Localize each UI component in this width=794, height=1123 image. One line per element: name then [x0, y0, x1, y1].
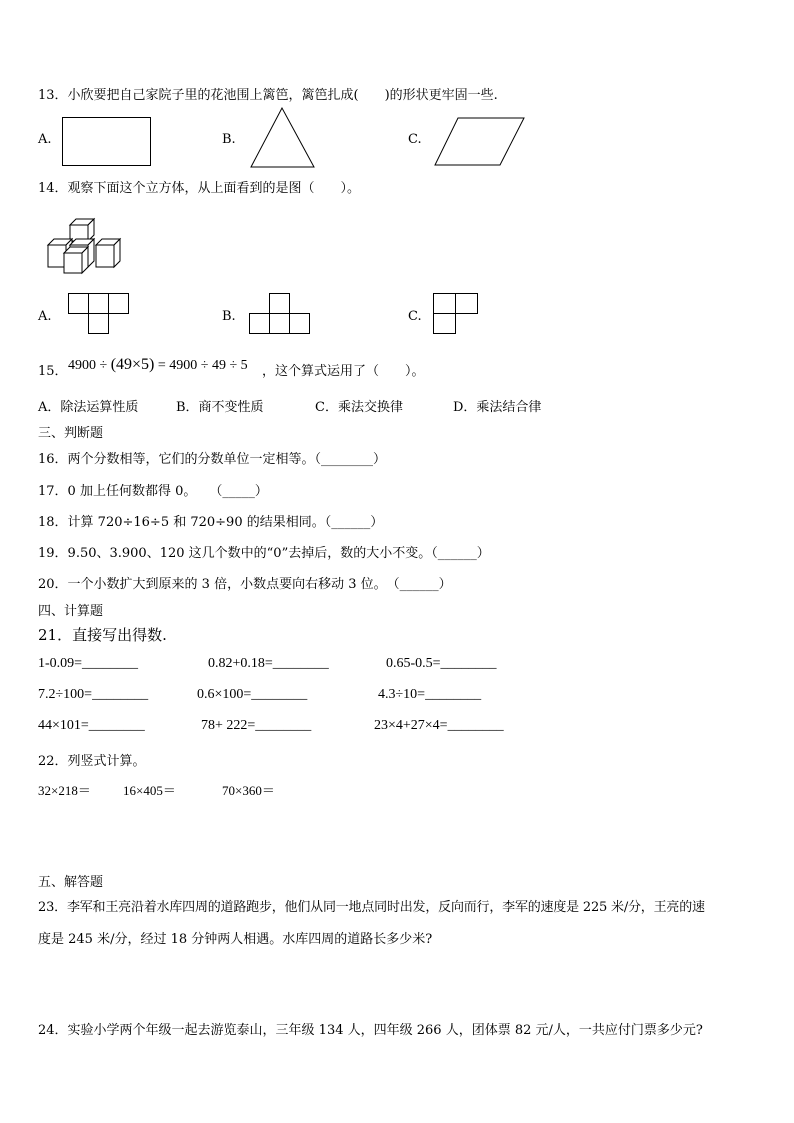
top-view-c-figure [433, 293, 483, 335]
question-14-text: 14．观察下面这个立方体，从上面看到的是图（ ）。 [38, 181, 361, 196]
question-15-number: 15． [38, 364, 68, 379]
q15-option-c: C．乘法交换律 [315, 400, 403, 415]
question-19-text: 19．9.50、3.900、120 这几个数中的“0”去掉后，数的大小不变。（______） [38, 546, 490, 561]
top-view-a-figure [68, 293, 132, 335]
q13-option-c-label: C. [408, 132, 422, 147]
question-22-title: 22．列竖式计算。 [38, 754, 146, 769]
question-16-text: 16．两个分数相等，它们的分数单位一定相等。（________） [38, 452, 387, 467]
cube-stack-figure [44, 213, 124, 275]
question-21-title: 21．直接写出得数. [38, 626, 167, 644]
formula-result: = 4900 ÷ 49 ÷ 5 [157, 358, 248, 373]
question-13-text: 13．小欣要把自己家院子里的花池围上篱笆，篱笆扎成( )的形状更牢固一些. [38, 88, 498, 103]
formula-paren-group: (49×5) [110, 356, 155, 373]
q15-option-d: D．乘法结合律 [453, 400, 542, 415]
parallelogram-figure [434, 117, 526, 167]
section-5-heading: 五、解答题 [38, 875, 104, 890]
q13-option-a-label: A. [38, 132, 52, 147]
question-15-formula: 4900 ÷ (49×5) = 4900 ÷ 49 ÷ 5 [68, 356, 248, 373]
vertical-calc-item: 16×405＝ [123, 783, 176, 798]
calc-item: 78+ 222=________ [201, 718, 312, 733]
q14-option-a-label: A. [38, 309, 52, 324]
question-18-text: 18．计算 720÷16÷5 和 720÷90 的结果相同。（______） [38, 515, 384, 530]
section-4-heading: 四、计算题 [38, 604, 104, 619]
question-20-text: 20．一个小数扩大到原来的 3 倍，小数点要向右移动 3 位。 （______） [38, 577, 452, 592]
section-3-heading: 三、判断题 [38, 426, 104, 441]
calc-item: 0.82+0.18=________ [208, 656, 329, 671]
calc-item: 1-0.09=________ [38, 656, 139, 671]
formula-dividend: 4900 [68, 358, 96, 373]
top-view-b-figure [249, 293, 313, 335]
vertical-calc-item: 32×218＝ [38, 783, 91, 798]
q15-option-b: B．商不变性质 [176, 400, 264, 415]
calc-item: 0.6×100=________ [197, 687, 308, 702]
q14-option-b-label: B. [222, 309, 236, 324]
calc-item: 0.65-0.5=________ [386, 656, 497, 671]
rectangle-figure [62, 117, 152, 167]
q14-option-c-label: C. [408, 309, 422, 324]
triangle-figure [250, 107, 316, 169]
q13-option-b-label: B. [222, 132, 236, 147]
question-23-line-2: 度是 245 米/分，经过 18 分钟两人相遇。水库四周的道路长多少米? [38, 932, 433, 947]
q15-option-a: A．除法运算性质 [38, 400, 139, 415]
question-23-line-1: 23．李军和王亮沿着水库四周的道路跑步，他们从同一地点同时出发，反向而行，李军的速度是 225 米/分，王亮的速 [38, 900, 705, 915]
calc-item: 7.2÷100=________ [38, 687, 149, 702]
calc-item: 4.3÷10=________ [378, 687, 482, 702]
calc-item: 23×4+27×4=________ [374, 718, 504, 733]
question-24-text: 24．实验小学两个年级一起去游览泰山，三年级 134 人，四年级 266 人，团体票 82 元/人，一共应付门票多少元? [38, 1023, 703, 1038]
vertical-calc-item: 70×360＝ [222, 783, 275, 798]
calc-item: 44×101=________ [38, 718, 145, 733]
question-17-text: 17．0 加上任何数都得 0。 （_____） [38, 484, 268, 499]
question-15-text: ，这个算式运用了（ ）。 [262, 364, 425, 379]
